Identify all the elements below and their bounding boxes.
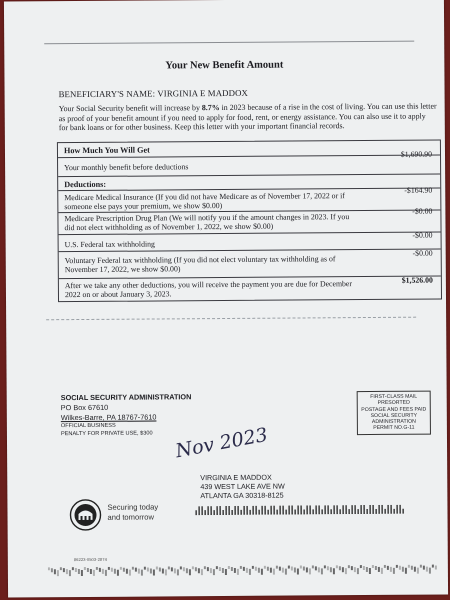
postage-line: SOCIAL SECURITY — [370, 412, 418, 419]
table-rule — [59, 249, 441, 253]
top-divider — [44, 41, 414, 45]
deduction-federal-tax: U.S. Federal tax withholding — [64, 239, 155, 250]
deduction-medicare-medical: Medicare Medical Insurance (If you did not have Medicare as of November 17, 2022 or if someone else pays your premium, we show $0.00) — [64, 191, 345, 212]
deduction-amount: -$0.00 — [412, 248, 433, 258]
monthly-amount: $1,690.90 — [400, 149, 433, 159]
penalty-notice: PENALTY FOR PRIVATE USE, $300 — [60, 430, 153, 438]
table-rule — [58, 155, 440, 159]
recipient-address — [200, 474, 285, 501]
perforation-line — [46, 317, 416, 321]
ssa-tagline — [107, 502, 158, 521]
postage-line: FIRST-CLASS MAIL — [370, 393, 418, 400]
letter-page — [4, 0, 448, 598]
postage-line: POSTAGE AND FEES PAID — [361, 406, 427, 413]
deduction-amount: -$164.90 — [404, 185, 433, 195]
form-code: 86223-0503-2874 — [73, 556, 107, 563]
sender-city: Wilkes-Barre, PA 18767-7610 — [60, 412, 157, 422]
postage-line: PRESORTED — [377, 400, 410, 407]
beneficiary-line — [59, 88, 248, 99]
table-rule — [59, 275, 441, 279]
deduction-drug-plan: Medicare Prescription Drug Plan (We will notify you if the amount changes in 2023. If you did not elect withholding as of November 1, 2022, we show $0.00) — [64, 212, 350, 233]
postage-indicia — [357, 391, 431, 436]
tagline-line: and tomorrow — [107, 512, 154, 522]
postal-barcode — [195, 505, 405, 515]
handwritten-note: Nov 2023 — [173, 423, 270, 463]
sender-name: SOCIAL SECURITY ADMINISTRATION — [60, 392, 192, 403]
ssa-seal-icon — [69, 499, 101, 531]
increase-percent: 8.7% — [201, 103, 220, 113]
sender-po-box: PO Box 67610 — [60, 402, 109, 412]
beneficiary-label: BENEFICIARY'S NAME: — [58, 88, 156, 100]
recipient-name: VIRGINIA E MADDOX — [200, 472, 272, 483]
deduction-amount: -$0.00 — [412, 206, 433, 216]
sender-address — [61, 392, 192, 438]
official-business: OFFICIAL BUSINESS — [60, 423, 116, 430]
postage-line: PERMIT NO.G-11 — [373, 425, 415, 432]
intro-text-start: Your Social Security benefit will increase by — [58, 103, 202, 114]
recipient-street: 439 WEST LAKE AVE NW — [200, 481, 285, 491]
deduction-voluntary-tax: Voluntary Federal tax withholding (If you did not elect voluntary tax withholding as of November 17, 2022, we show $0.00) — [64, 254, 336, 275]
intro-paragraph — [59, 102, 437, 134]
intro-text-end: in 2023 because of a rise in the cost of living. You can use this letter as proof of your benefit amount if you need to apply for food, rent, or energy assistance. You can also use it to apply for bank loans or for other business. Keep this letter with your important financial records. — [58, 101, 437, 133]
total-label: After we take any other deductions, you will receive the payment you are due for December 2022 on or about January 3, 2023. — [64, 279, 353, 300]
recipient-city: ATLANTA GA 30318-8125 — [200, 490, 284, 500]
deduction-amount: -$0.00 — [412, 230, 433, 240]
table-rule — [58, 174, 440, 178]
total-amount: $1,526.00 — [401, 275, 433, 285]
benefit-table — [57, 139, 442, 302]
security-pattern-band — [48, 565, 438, 578]
monthly-label: Your monthly benefit before deductions — [64, 162, 189, 173]
heading-how-much: How Much You Will Get — [63, 145, 150, 156]
table-rule — [59, 232, 441, 236]
heading-deductions: Deductions: — [64, 179, 107, 190]
letter-title: Your New Benefit Amount — [165, 59, 284, 72]
postage-line: ADMINISTRATION — [371, 418, 416, 426]
tagline-line: Securing today — [107, 502, 159, 512]
beneficiary-name: VIRGINIA E MADDOX — [157, 87, 248, 99]
